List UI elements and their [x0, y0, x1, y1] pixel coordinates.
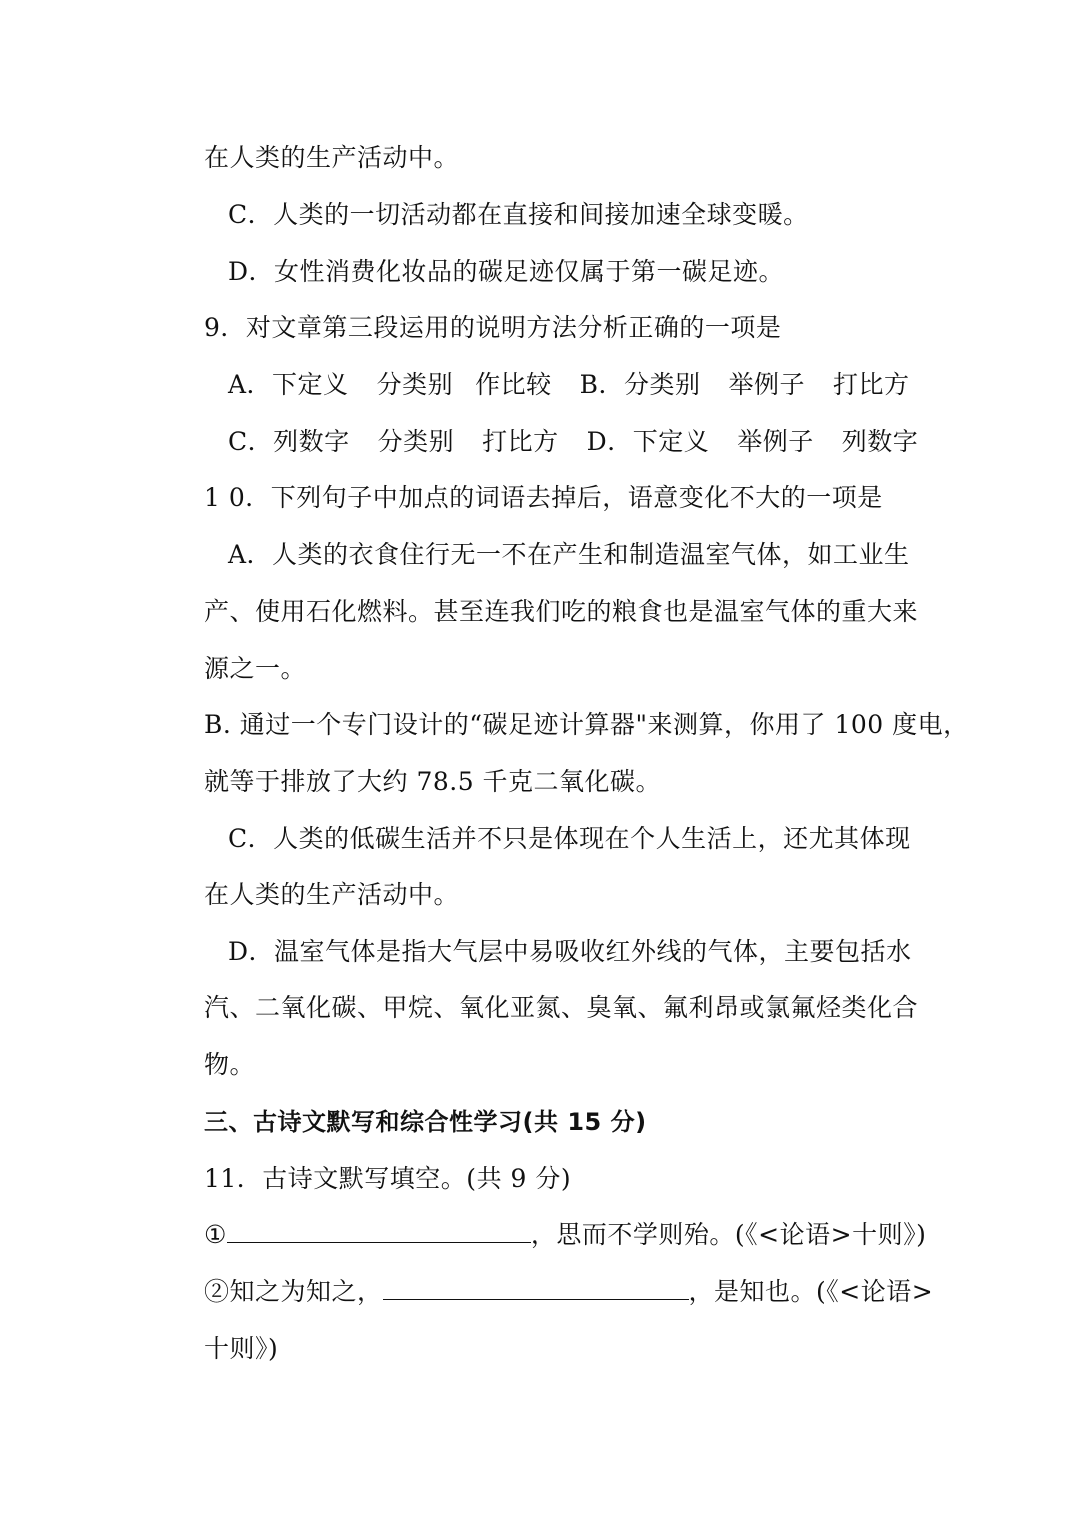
- q10-option-a-line2: 产、使用石化燃料。甚至连我们吃的粮食也是温室气体的重大来: [204, 597, 919, 626]
- q9-option-a-item3: 作比较: [475, 370, 552, 399]
- q9-option-b-item2: 举例子: [728, 370, 805, 399]
- section-3-heading: 三、古诗文默写和综合性学习(共 15 分): [204, 1108, 647, 1136]
- q9-option-c-item2: 分类别: [377, 427, 455, 456]
- q10-option-b-line2: 就等于排放了大约 78.5 千克二氧化碳。: [204, 767, 662, 796]
- q11-item-2-text-before: ②知之为知之，: [204, 1277, 383, 1306]
- q9-option-c-label: C．列数字: [228, 427, 350, 456]
- q8-continuation-text: 在人类的生产活动中。: [204, 143, 460, 172]
- q9-options-row-cd: [228, 425, 948, 459]
- q9-option-d-label: D．下定义: [586, 427, 710, 456]
- q9-option-a-item2: 分类别: [376, 370, 454, 399]
- q10-option-a-line3: 源之一。: [204, 654, 307, 683]
- q11-item-2-answer-blank[interactable]: [383, 1275, 689, 1300]
- q9-option-b-label: B．分类别: [579, 370, 701, 399]
- q9-option-d-item2: 举例子: [737, 427, 814, 456]
- q11-item-1-text: ，思而不学则殆。(《<论语>十则》): [530, 1220, 927, 1249]
- q10-option-c-line1: C．人类的低碳生活并不只是体现在个人生活上，还尤其体现: [228, 824, 911, 853]
- q10-option-b-line1: B. 通过一个专门设计的“碳足迹计算器"来测算，你用了 100 度电，: [204, 710, 969, 739]
- q11-item-1-number: ①: [204, 1220, 227, 1249]
- q10-stem: 1 0．下列句子中加点的词语去掉后，语意变化不大的一项是: [204, 483, 883, 512]
- q11-item-2-continuation: 十则》): [204, 1334, 279, 1363]
- q11-item-2-text-after: ，是知也。(《<论语>: [688, 1277, 934, 1306]
- q10-option-a-line1: A．人类的衣食住行无一不在产生和制造温室气体，如工业生: [228, 540, 910, 569]
- q9-option-d-item3: 列数字: [841, 427, 919, 456]
- q8-option-d: D．女性消费化妆品的碳足迹仅属于第一碳足迹。: [228, 257, 785, 286]
- q9-option-b-item3: 打比方: [832, 370, 910, 399]
- q10-option-d-line3: 物。: [204, 1050, 256, 1079]
- q9-options-row-ab: [228, 368, 948, 402]
- q10-option-c-line2: 在人类的生产活动中。: [204, 880, 460, 909]
- q11-stem: 11．古诗文默写填空。(共 9 分): [204, 1164, 572, 1193]
- q9-option-c-item3: 打比方: [482, 427, 559, 456]
- q9-stem: 9．对文章第三段运用的说明方法分析正确的一项是: [204, 313, 782, 342]
- q11-item-1-answer-blank[interactable]: [227, 1218, 531, 1243]
- q8-option-c: C．人类的一切活动都在直接和间接加速全球变暖。: [228, 200, 809, 229]
- q10-option-d-line1: D．温室气体是指大气层中易吸收红外线的气体，主要包括水: [228, 937, 912, 966]
- q11-item-1: [204, 1218, 927, 1252]
- q9-option-a-label: A．下定义: [228, 370, 349, 399]
- q10-option-d-line2: 汽、二氧化碳、甲烷、氧化亚氮、臭氧、氟利昂或氯氟烃类化合: [204, 993, 919, 1022]
- q11-item-2: [204, 1275, 934, 1309]
